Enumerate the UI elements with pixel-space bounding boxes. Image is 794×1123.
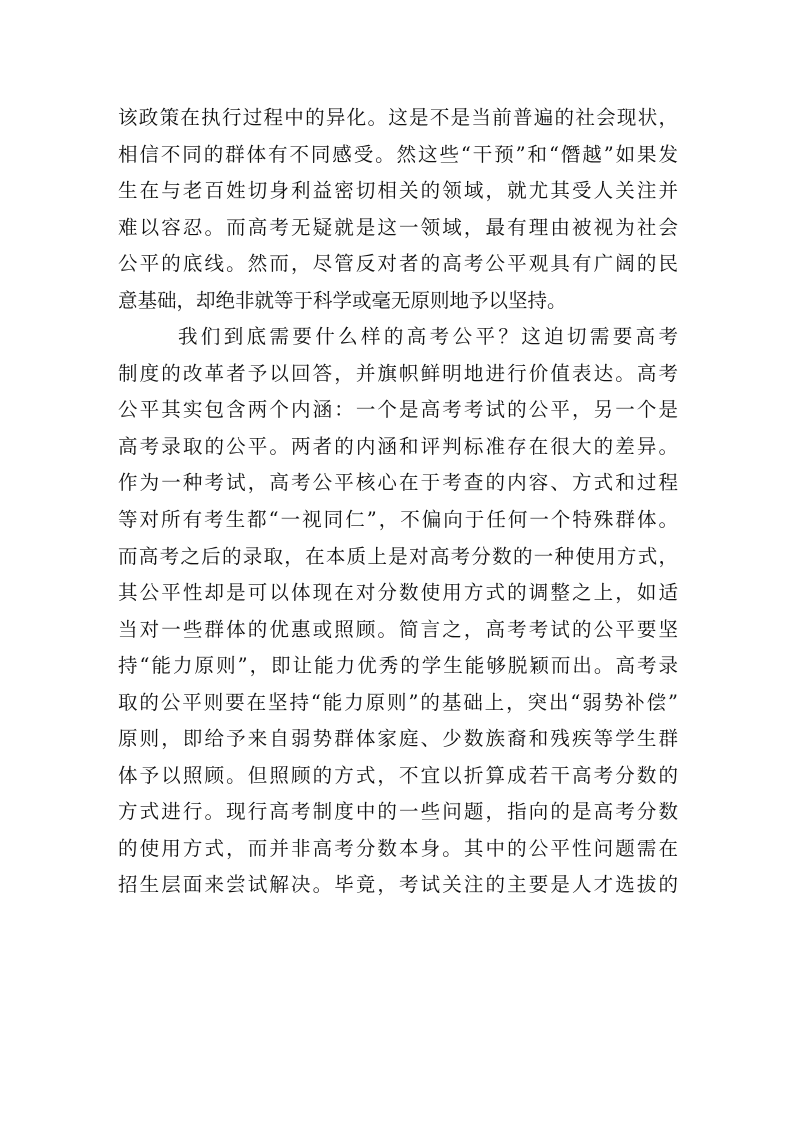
- text-line: 招生层面来尝试解决。毕竟，考试关注的主要是人才选拔的: [118, 873, 678, 897]
- text-line: 体予以照顾。但照顾的方式，不宜以折算成若干高考分数的: [118, 763, 678, 787]
- body-text: [118, 100, 678, 904]
- text-line: 取的公平则要在坚持“能力原则”的基础上，突出“弱势补偿”: [118, 690, 678, 714]
- paragraph-2: [118, 319, 678, 904]
- text-line: 该政策在执行过程中的异化。这是不是当前普遍的社会现状，: [118, 106, 678, 129]
- text-line: 当对一些群体的优惠或照顾。简言之，高考考试的公平要坚: [118, 617, 678, 641]
- text-line: 意基础，却绝非就等于科学或毫无原则地予以坚持。: [118, 288, 567, 312]
- text-line: 难以容忍。而高考无疑就是这一领域，最有理由被视为社会: [118, 215, 678, 239]
- text-line: 生在与老百姓切身利益密切相关的领域，就尤其受人关注并: [118, 179, 678, 203]
- text-line: 等对所有考生都“一视同仁”，不偏向于任何一个特殊群体。: [118, 508, 678, 532]
- text-line: 高考录取的公平。两者的内涵和评判标准存在很大的差异。: [118, 434, 678, 458]
- text-line: 其公平性却是可以体现在对分数使用方式的调整之上，如适: [118, 581, 678, 605]
- text-line: 的使用方式，而并非高考分数本身。其中的公平性问题需在: [118, 836, 678, 860]
- text-line: 原则，即给予来自弱势群体家庭、少数族裔和残疾等学生群: [118, 727, 678, 751]
- text-line: 公平其实包含两个内涵：一个是高考考试的公平，另一个是: [118, 398, 678, 422]
- text-line: 制度的改革者予以回答，并旗帜鲜明地进行价值表达。高考: [118, 361, 678, 385]
- text-line: 方式进行。现行高考制度中的一些问题，指向的是高考分数: [118, 800, 678, 824]
- text-line: 公平的底线。然而，尽管反对者的高考公平观具有广阔的民: [118, 252, 678, 276]
- text-line: 作为一种考试，高考公平核心在于考查的内容、方式和过程: [118, 471, 678, 495]
- text-line: 相信不同的群体有不同感受。然这些“干预”和“僭越”如果发: [118, 142, 678, 166]
- paragraph-1: [118, 100, 678, 319]
- text-line: 我们到底需要什么样的高考公平？这迫切需要高考: [178, 325, 678, 349]
- text-line: 持“能力原则”，即让能力优秀的学生能够脱颖而出。高考录: [118, 654, 678, 678]
- text-line: 而高考之后的录取，在本质上是对高考分数的一种使用方式，: [118, 544, 678, 568]
